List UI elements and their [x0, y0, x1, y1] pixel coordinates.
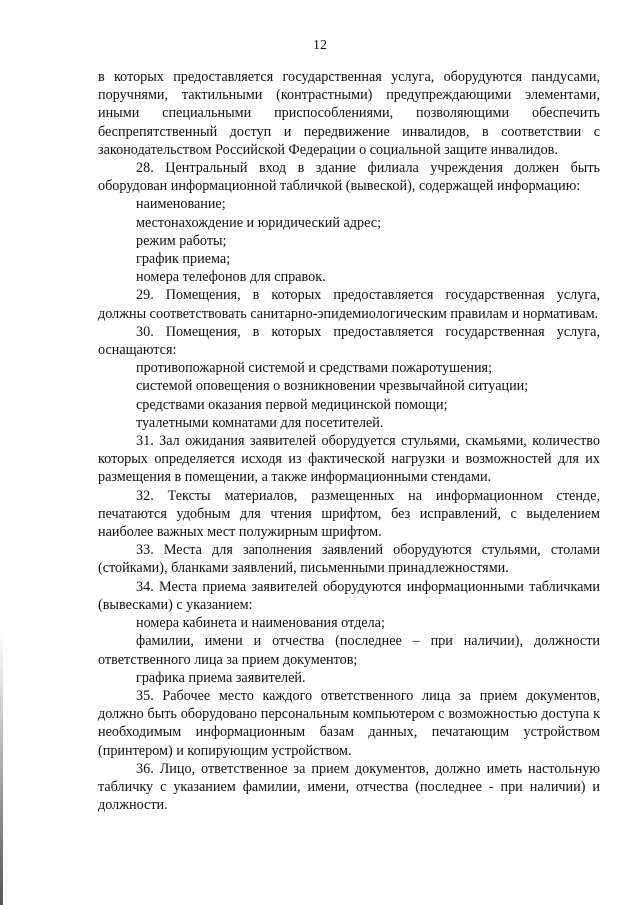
list-item: режим работы; [136, 232, 227, 249]
list-item: номера кабинета и наименования отдела; [136, 615, 385, 632]
paragraph-item-32: 32. Тексты материалов, размещенных на информационном стенде, печатаются удобным для чтения шрифтом, без исправлений, с выделением наиболее важных мест полужирным шрифтом. [98, 487, 600, 541]
paragraph-item-28: 28. Центральный вход в здание филиала учреждения должен быть оборудован информационной табличкой (вывеской), содержащей информацию: [98, 160, 600, 195]
paragraph-item-33: 33. Места для заполнения заявлений оборудуются стульями, столами (стойками), бланками заявлений, письменными принадлежностями. [98, 542, 600, 577]
page-number: 12 [313, 38, 327, 53]
list-item: местонахождение и юридический адрес; [136, 214, 382, 231]
paragraph-item-35: 35. Рабочее место каждого ответственного лица за прием документов, должно быть оборудовано персональным компьютером с возможностью доступа к необходимым информационным базам данных, печатающим устройством (принтером) и копирующим устройством. [98, 687, 600, 759]
paragraph: в которых предоставляется государственная услуга, оборудуются пандусами, поручнями, тактильными (контрастными) предупреждающими элементами, иными специальными приспособлениями, позволяющими обеспечить беспрепятственный доступ и передвижение инвалидов, в соответствии с законодательством Российской Федерации о социальной защите инвалидов. [98, 69, 600, 158]
list-item: графика приема заявителей. [136, 669, 306, 686]
list-item: противопожарной системой и средствами пожаротушения; [136, 360, 493, 377]
list-item: график приема; [136, 251, 231, 268]
paragraph-item-31: 31. Зал ожидания заявителей оборудуется стульями, скамьями, количество которых определяется исходя из фактической нагрузки и возможностей для их размещения в помещении, а также информационными стендами. [98, 433, 600, 486]
document-body [98, 68, 600, 814]
list-item: средствами оказания первой медицинской помощи; [136, 396, 448, 413]
list-item: фамилии, имени и отчества (последнее – при наличии), должности ответственного лица за прием документов; [98, 633, 600, 668]
list-item: туалетными комнатами для посетителей. [136, 414, 384, 431]
scan-edge [0, 0, 3, 905]
list-item: системой оповещения о возникновении чрезвычайной ситуации; [136, 378, 529, 395]
list-item: номера телефонов для справок. [136, 269, 326, 286]
paragraph-item-29: 29. Помещения, в которых предоставляется государственная услуга, должны соответствовать санитарно-эпидемиологическим правилам и нормативам. [98, 287, 600, 322]
paragraph-item-36: 36. Лицо, ответственное за прием документов, должно иметь настольную табличку с указанием фамилии, имени, отчества (последнее - при наличии) и должности. [98, 760, 600, 814]
paragraph-item-30: 30. Помещения, в которых предоставляется государственная услуга, оснащаются: [98, 323, 600, 359]
paragraph-item-34: 34. Места приема заявителей оборудуются информационными табличками (вывесками) с указанием: [98, 578, 600, 613]
list-item: наименование; [136, 196, 226, 213]
